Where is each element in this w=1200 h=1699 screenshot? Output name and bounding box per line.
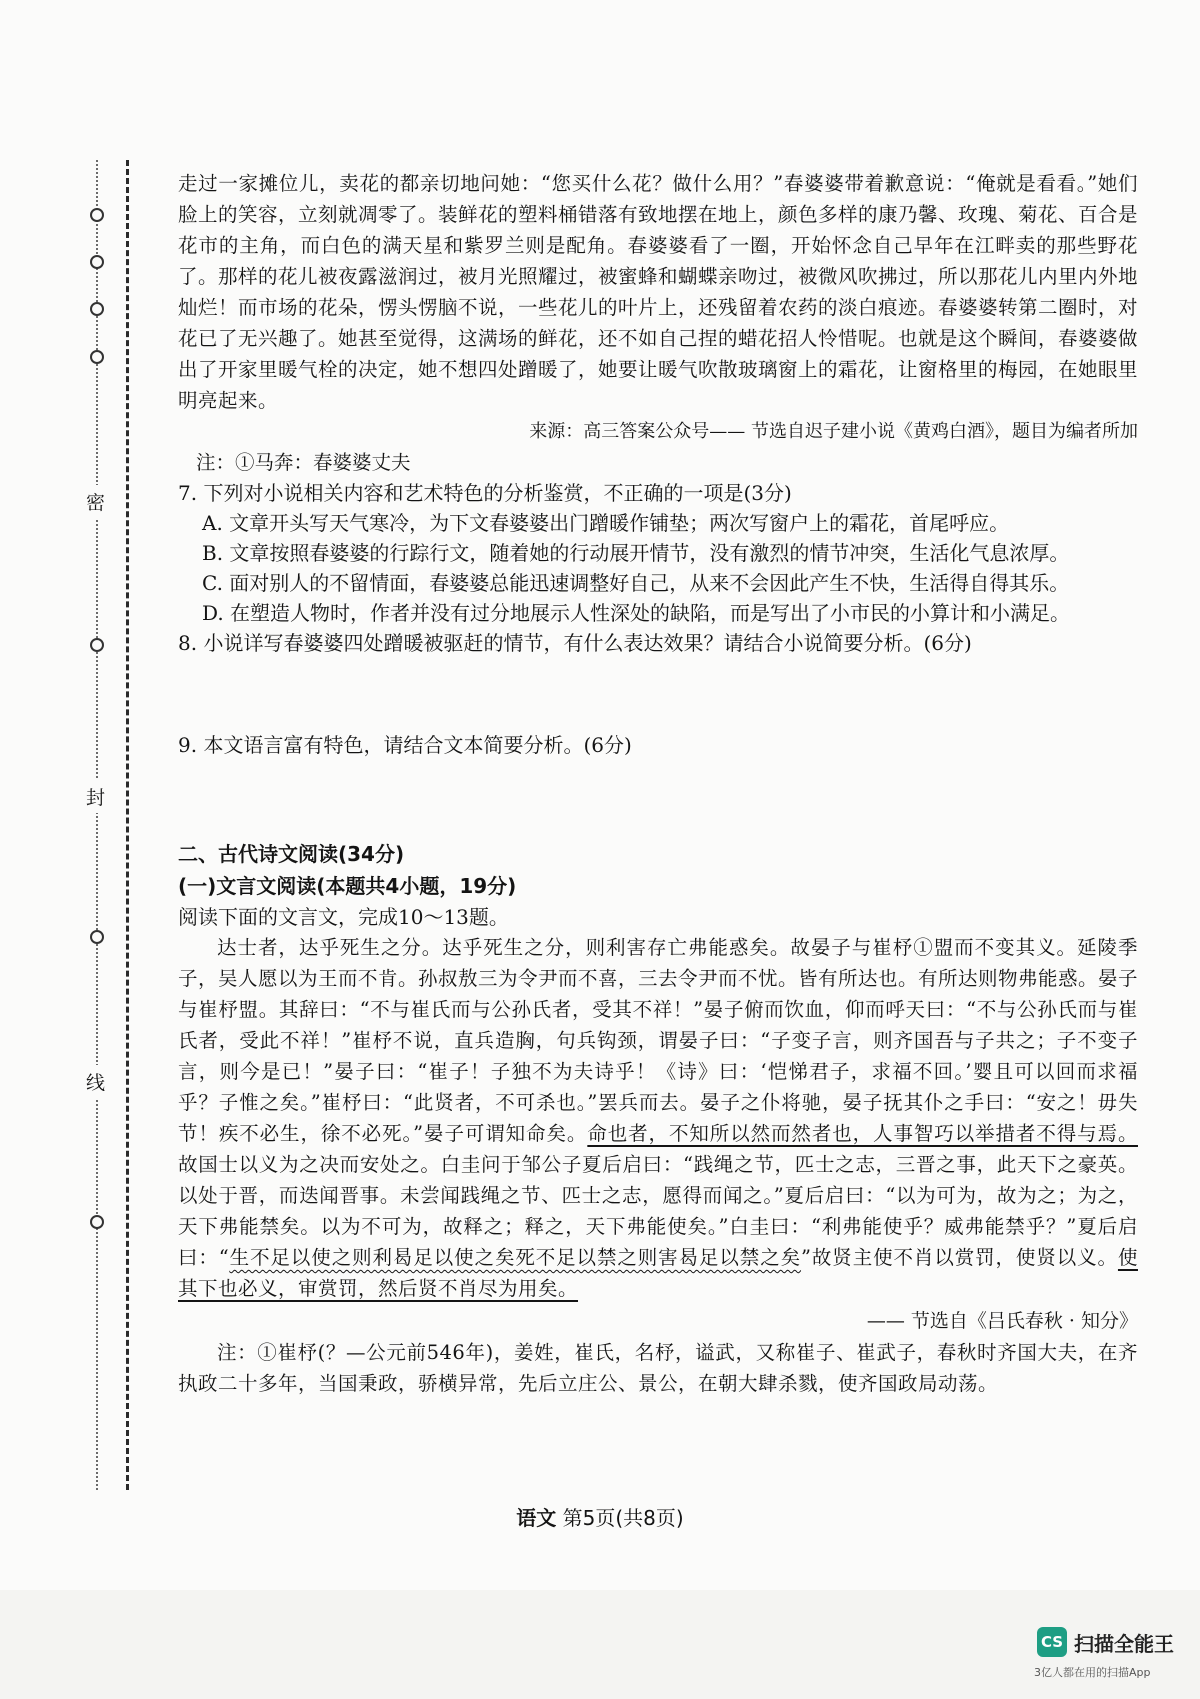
classical-passage — [178, 932, 1138, 1304]
question-7-stem: 7. 下列对小说相关内容和艺术特色的分析鉴赏，不正确的一项是(3分) — [178, 481, 792, 505]
story-paragraph: 走过一家摊位儿，卖花的都亲切地问她：“您买什么花？做什么用？”春婆婆带着歉意说：“俺就是看看。”她们脸上的笑容，立刻就凋零了。装鲜花的塑料桶错落有致地摆在地上，颜色多样的康乃馨、玫瑰、菊花、百合是花市的主角，而白色的满天星和紫罗兰则是配角。春婆婆看了一圈，开始怀念自己早年在江畔卖的那些野花了。那样的花儿被夜露滋润过，被月光照耀过，被蜜蜂和蝴蝶亲吻过，被微风吹拂过，所以那花儿内里内外地灿烂！而市场的花朵，愣头愣脑不说，一些花儿的叶片上，还残留着农药的淡白痕迹。春婆婆转第二圈时，对花已了无兴趣了。她甚至觉得，这满场的鲜花，还不如自己捏的蜡花招人怜惜呢。也就是这个瞬间，春婆婆做出了开家里暖气栓的决定，她不想四处蹭暖了，她要让暖气吹散玻璃窗上的霜花，让窗格里的梅园，在她眼里明亮起来。 — [178, 172, 1139, 412]
passage-attribution: —— 节选自《吕氏春秋 · 知分》 — [866, 1310, 1138, 1332]
passage-part-a: 达士者，达乎死生之分。达乎死生之分，则利害存亡弗能惑矣。故晏子与崔杼①盟而不变其义。延陵季子，吴人愿以为王而不肯。孙叔敖三为令尹而不喜，三去令尹而不忧。皆有所达也。有所达则物弗能惑。晏子与崔杼盟。其辞曰：“不与崔氏而与公孙氏者，受其不祥！”晏子俯而饮血，仰而呼天曰：“不与公孙氏而与崔氏者，受此不祥！”崔杼不说，直兵造胸，句兵钩颈，谓晏子曰：“子变子言，则齐国吾与子共之；子不变子言，则今是已！”晏子曰：“崔子！子独不为夫诗乎！《诗》曰：‘恺悌君子，求福不回。’婴且可以回而求福乎？子惟之矣。”崔杼曰：“此贤者，不可杀也。”罢兵而去。晏子之仆将驰，晏子抚其仆之手曰：“安之！毋失节！疾不必生，徐不必死。”晏子可谓知命矣。 — [178, 936, 1139, 1145]
seal-char-xian: 线 — [86, 1065, 105, 1098]
section-title: 二、古代诗文阅读(34分) — [178, 842, 405, 866]
answer-space — [178, 658, 1138, 730]
binding-hole — [90, 208, 104, 222]
passage-part-b: 故国士以义为之决而安处之。白圭问于邹公子夏后启曰：“践绳之节，匹士之志，三晋之事，此天下之豪英。以处于晋，而迭闻晋事。未尝闻践绳之节、匹士之志，愿得而闻之。”夏后启曰：“以为可为，故为之；为之，天下弗能禁矣。以为不可为，故释之；释之，天下弗能使矣。”白圭曰：“利弗能使乎？威弗能禁乎？”夏后启曰：“ — [178, 1153, 1138, 1269]
page-content — [178, 168, 1138, 1399]
footer-subject: 语文 — [516, 1506, 557, 1530]
seal-char-mi: 密 — [86, 485, 105, 518]
camscanner-tagline: 3亿人都在用的扫描App — [1034, 1666, 1151, 1679]
seal-char-feng: 封 — [86, 780, 105, 813]
page-footer — [0, 1502, 1200, 1531]
story-source: 来源：高三答案公众号—— 节选自迟子建小说《黄鸡白酒》，题目为编者所加 — [529, 421, 1138, 442]
reading-instruction: 阅读下面的文言文，完成10～13题。 — [178, 905, 509, 929]
binding-hole — [90, 1215, 104, 1229]
binding-hole — [90, 350, 104, 364]
question-7-option-b: B. 文章按照春婆婆的行踪行文，随着她的行动展开情节，没有激烈的情节冲突，生活化气息浓厚。 — [202, 541, 1070, 565]
camscanner-logo-icon: CS — [1037, 1627, 1067, 1657]
underlined-sentence-1: 命也者，不知所以然而然者也，人事智巧以举措者不得与焉。 — [587, 1122, 1138, 1145]
wavy-underlined-sentence: 生不足以使之则利曷足以使之矣死不足以禁之则害曷足以禁之矣 — [229, 1246, 802, 1269]
binding-margin — [88, 160, 138, 1490]
question-7-option-c: C. 面对别人的不留情面，春婆婆总能迅速调整好自己，从来不会因此产生不快，生活得自得其乐。 — [202, 571, 1070, 595]
answer-space — [178, 760, 1138, 838]
question-7-option-d: D. 在塑造人物时，作者并没有过分地展示人性深处的缺陷，而是写出了小市民的小算计和小满足。 — [202, 601, 1071, 625]
question-9: 9. 本文语言富有特色，请结合文本简要分析。(6分) — [178, 733, 632, 757]
footer-page: 第5页(共8页) — [562, 1506, 684, 1530]
camscanner-name: 扫描全能王 — [1074, 1632, 1174, 1656]
question-7-option-a: A. 文章开头写天气寒冷，为下文春婆婆出门蹭暖作铺垫；两次写窗户上的霜花，首尾呼应。 — [202, 511, 1010, 535]
binding-hole — [90, 302, 104, 316]
underlined-sentence-2: 使其下也必义，审赏罚，然后贤不肖尽为用矣。 — [178, 1246, 1138, 1300]
question-8: 8. 小说详写春婆婆四处蹭暖被驱赶的情节，有什么表达效果？请结合小说简要分析。(6分) — [178, 631, 972, 655]
binding-hole — [90, 255, 104, 269]
binding-hole — [90, 930, 104, 944]
passage-part-c: ”故贤主使不肖以赏罚，使贤以义。 — [801, 1246, 1118, 1269]
subsection-title: (一)文言文阅读(本题共4小题，19分) — [178, 874, 517, 898]
passage-note: 注：①崔杼(？—公元前546年)，姜姓，崔氏，名杼，谥武，又称崔子、崔武子，春秋时齐国大夫，在齐执政二十多年，当国秉政，骄横异常，先后立庄公、景公，在朝大肆杀戮，使齐国政局动荡。 — [178, 1341, 1138, 1395]
dashed-cut-line — [126, 160, 129, 1490]
story-note: 注：①马奔：春婆婆丈夫 — [196, 451, 411, 474]
binding-hole — [90, 638, 104, 652]
